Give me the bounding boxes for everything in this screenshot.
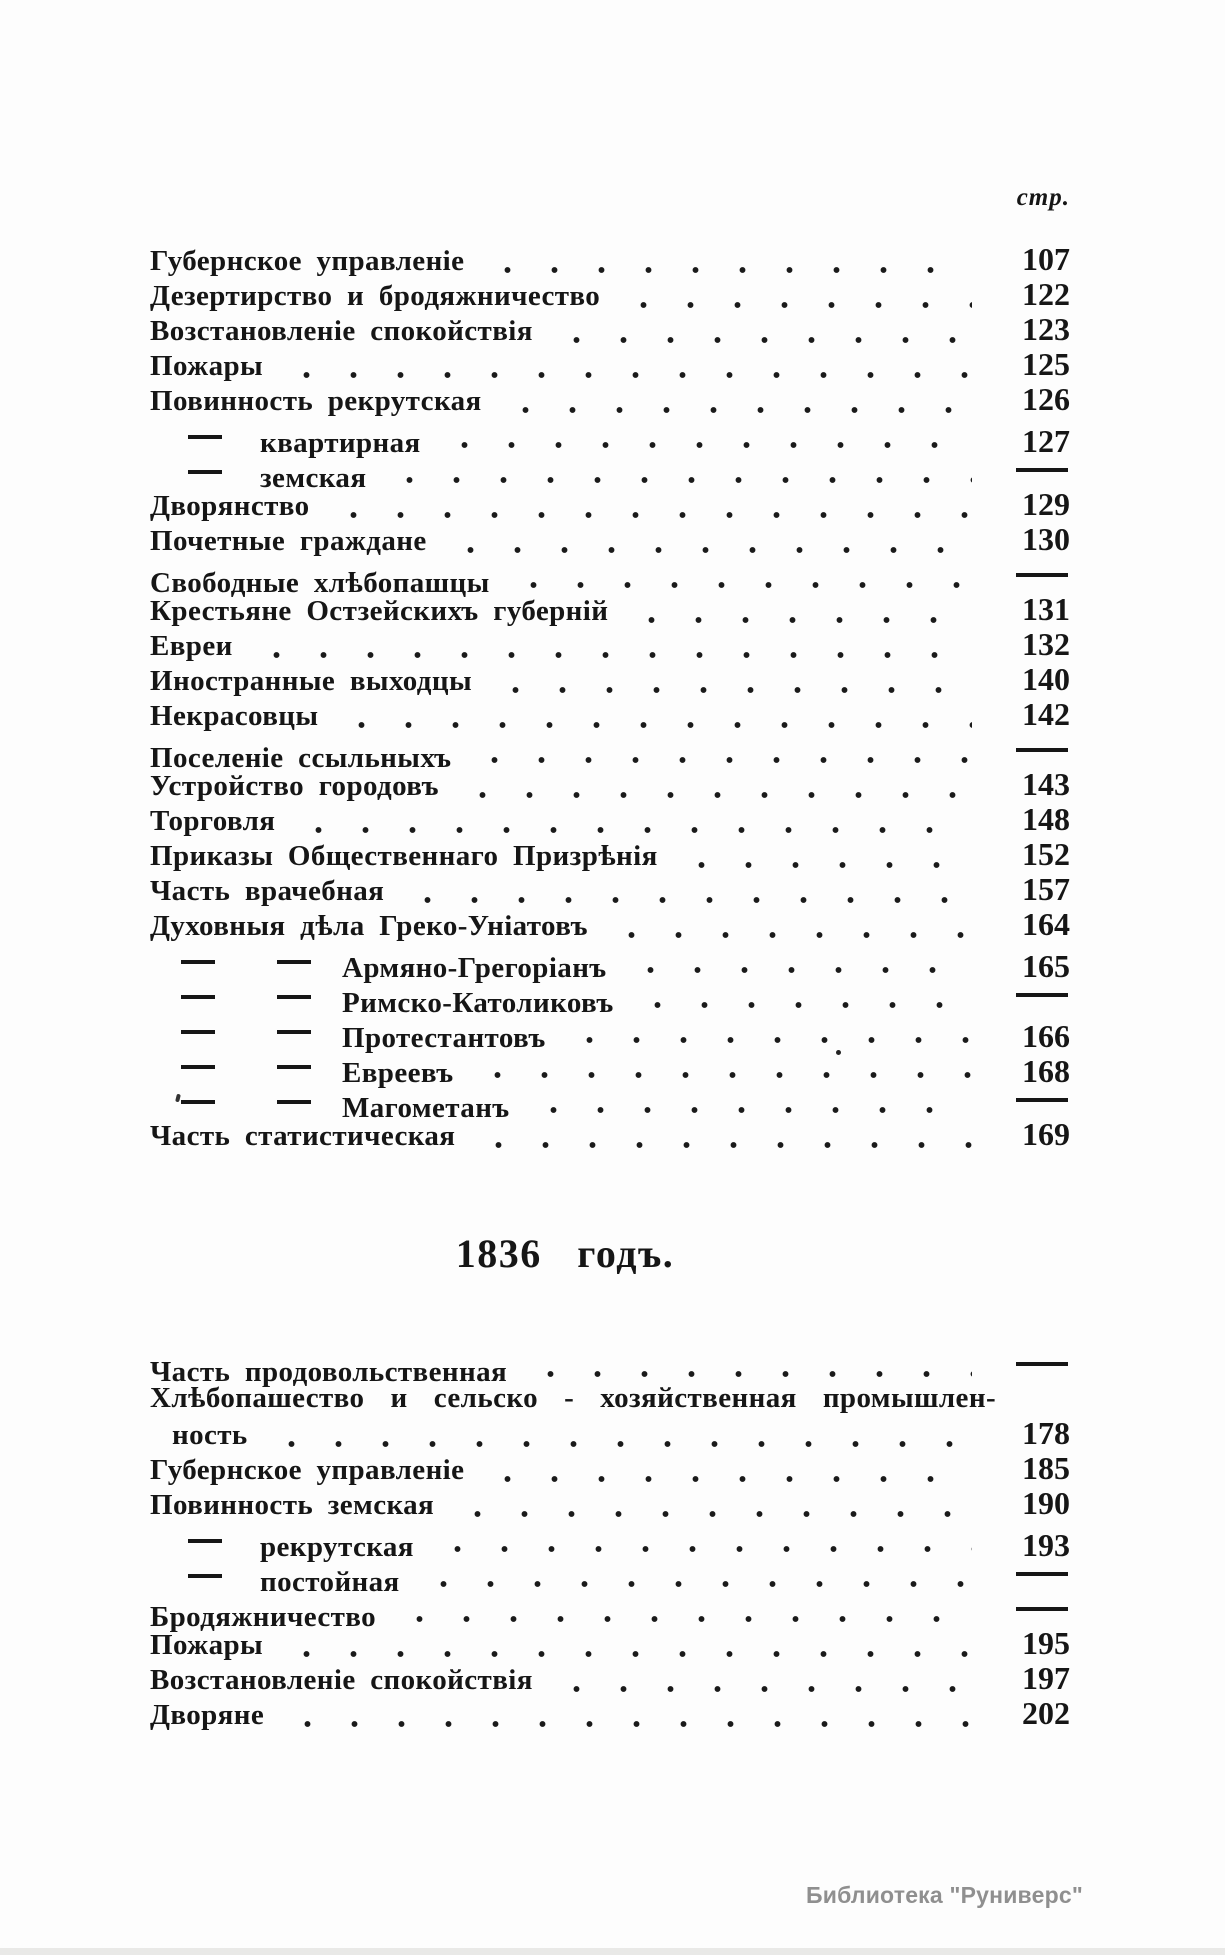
dot-leader	[441, 543, 972, 557]
dot-leader	[277, 368, 972, 382]
ditto-dash-icon	[150, 1012, 246, 1047]
page-number: 107	[1022, 241, 1070, 277]
page-number	[982, 452, 1070, 487]
page-number: 185	[1022, 1450, 1070, 1486]
page-number: 143	[1022, 766, 1070, 802]
toc-row	[150, 662, 1070, 697]
entry-label: Устройство городовъ	[150, 770, 439, 802]
toc-row	[150, 312, 1070, 347]
entry-label: Почетные граждане	[150, 525, 427, 557]
dot-leader	[332, 718, 972, 732]
page-number	[982, 732, 1070, 767]
page-number: 152	[1022, 836, 1070, 872]
entry-label: Некрасовцы	[150, 700, 319, 732]
entry-label: Протестантовъ	[342, 1022, 546, 1054]
entry-label: Поселеніе ссыльныхъ	[150, 742, 452, 774]
page-number: 140	[1022, 661, 1070, 697]
toc-row	[150, 627, 1070, 662]
toc-row	[150, 382, 1070, 417]
page-number: 190	[1022, 1485, 1070, 1521]
dot-leader	[414, 1577, 972, 1591]
ditto-dash-icon	[150, 452, 260, 487]
toc-row	[150, 1416, 1070, 1451]
dot-leader	[478, 1472, 972, 1486]
entry-label: Пожары	[150, 350, 264, 382]
year-heading-1836: 1836 годъ.	[455, 1231, 675, 1276]
entry-label: земская	[260, 462, 367, 494]
ditto-dash-icon	[150, 1047, 246, 1082]
entry-label: Приказы Общественнаго Призрѣнія	[150, 840, 658, 872]
entry-label: Повинность рекрутская	[150, 385, 482, 417]
entry-label: Римско-Католиковъ	[342, 987, 614, 1019]
page-number: 169	[1022, 1116, 1070, 1152]
page-number: 166	[1022, 1018, 1070, 1054]
page-number: 131	[1022, 591, 1070, 627]
entry-label: Часть врачебная	[150, 875, 385, 907]
ditto-dash-icon	[1016, 1607, 1068, 1611]
scan-speck	[836, 1050, 841, 1055]
dot-leader	[277, 1647, 972, 1661]
dash-line	[188, 470, 222, 474]
entry-label: Возстановленіе спокойствія	[150, 315, 533, 347]
dot-leader	[398, 893, 972, 907]
dash-line	[188, 1539, 222, 1543]
entry-label: Пожары	[150, 1629, 264, 1661]
page-number: 142	[1022, 696, 1070, 732]
entry-label: Часть статистическая	[150, 1120, 456, 1152]
page-column-header: стр.	[1016, 184, 1070, 211]
toc-row	[150, 1082, 1070, 1124]
toc-row	[150, 732, 1070, 774]
dot-leader	[435, 438, 972, 452]
dot-leader	[478, 263, 972, 277]
page-number: 168	[1022, 1053, 1070, 1089]
dot-leader	[247, 648, 972, 662]
entry-label: Иностранные выходцы	[150, 665, 473, 697]
ditto-dash-icon	[1016, 993, 1068, 997]
ditto-dash-icon	[1016, 1362, 1068, 1366]
dot-leader	[614, 298, 972, 312]
entry-label: Бродяжничество	[150, 1601, 377, 1633]
toc-row	[150, 872, 1070, 907]
entry-label: Дезертирство и бродяжничество	[150, 280, 601, 312]
dot-leader	[524, 1103, 972, 1117]
toc-row	[150, 417, 1070, 459]
toc-row	[150, 697, 1070, 732]
ditto-dash-icon	[1016, 1572, 1068, 1576]
toc-row	[150, 522, 1070, 557]
page-number: 132	[1022, 626, 1070, 662]
toc-row	[150, 907, 1070, 942]
dash-line	[181, 960, 215, 964]
dash-line	[188, 1574, 222, 1578]
toc-row	[150, 837, 1070, 872]
page-number: 122	[1022, 276, 1070, 312]
page-number: 127	[1022, 423, 1070, 459]
entry-label: постойная	[260, 1566, 400, 1598]
toc-section-1836	[150, 1346, 1070, 1731]
page-number	[982, 977, 1070, 1012]
dash-line	[188, 435, 222, 439]
page-number: 164	[1022, 906, 1070, 942]
toc-row	[150, 1696, 1070, 1731]
page-number: 123	[1022, 311, 1070, 347]
dot-leader	[262, 1437, 972, 1451]
ditto-dash-icon	[150, 1556, 260, 1591]
page-number: 125	[1022, 346, 1070, 382]
toc-row	[150, 487, 1070, 522]
dot-leader	[390, 1612, 972, 1626]
entry-label: Армяно-Грегоріанъ	[342, 952, 607, 984]
dot-leader	[504, 578, 972, 592]
dash-line	[277, 960, 311, 964]
toc-row	[150, 1047, 1070, 1089]
entry-label: Крестьяне Остзейскихъ губерній	[150, 595, 609, 627]
dot-leader	[486, 683, 972, 697]
page-number: 165	[1022, 948, 1070, 984]
entry-label: Часть продовольственная	[150, 1356, 508, 1388]
page-number: 148	[1022, 801, 1070, 837]
entry-label: Хлѣбопашество и сельско - хозяйственная промышлен-	[150, 1382, 996, 1414]
dot-leader	[469, 1138, 972, 1152]
toc-row	[150, 1521, 1070, 1563]
dash-line	[181, 1100, 215, 1104]
ditto-dash-icon	[150, 1082, 246, 1117]
page-edge-shadow	[0, 1948, 1225, 1955]
entry-label: Повинность земская	[150, 1489, 435, 1521]
toc-row	[150, 1381, 1070, 1416]
entry-label: квартирная	[260, 427, 421, 459]
dot-leader	[289, 823, 972, 837]
toc-row	[150, 767, 1070, 802]
toc-row	[150, 977, 1070, 1019]
dot-leader	[547, 1682, 972, 1696]
page-number	[982, 1082, 1070, 1117]
page-number: 157	[1022, 871, 1070, 907]
dot-leader	[672, 858, 972, 872]
dash-line	[181, 1030, 215, 1034]
library-watermark: Библиотека "Руниверс"	[806, 1882, 1083, 1908]
dot-leader	[380, 473, 972, 487]
page-number: 195	[1022, 1625, 1070, 1661]
toc-row	[150, 1661, 1070, 1696]
toc-row	[150, 942, 1070, 984]
page-number: 129	[1022, 486, 1070, 522]
entry-label: Духовныя дѣла Греко-Уніатовъ	[150, 910, 588, 942]
entry-label: Евреевъ	[342, 1057, 454, 1089]
dash-line	[277, 1100, 311, 1104]
page-number	[982, 1591, 1070, 1626]
toc-row	[150, 347, 1070, 382]
dot-leader	[278, 1717, 972, 1731]
ditto-dash-icon	[1016, 1098, 1068, 1102]
dot-leader	[602, 928, 972, 942]
dot-leader	[621, 963, 972, 977]
toc-row	[150, 802, 1070, 837]
dash-line	[277, 995, 311, 999]
entry-label: Магометанъ	[342, 1092, 510, 1124]
dot-leader	[496, 403, 972, 417]
toc-row	[150, 1117, 1070, 1152]
toc-row	[150, 557, 1070, 599]
toc-section-1835	[150, 242, 1070, 1152]
dash-line	[181, 995, 215, 999]
dot-leader	[324, 508, 972, 522]
dot-leader	[453, 788, 972, 802]
dot-leader	[622, 613, 972, 627]
entry-label: Дворяне	[150, 1699, 265, 1731]
page-number: 126	[1022, 381, 1070, 417]
dash-line	[277, 1065, 311, 1069]
toc-row	[150, 1346, 1070, 1388]
dot-leader	[428, 1542, 972, 1556]
entry-label: Губернское управленіе	[150, 1454, 465, 1486]
entry-label: Евреи	[150, 630, 233, 662]
entry-label: рекрутская	[260, 1531, 414, 1563]
toc-row	[150, 1486, 1070, 1521]
toc-row	[150, 242, 1070, 277]
ditto-dash-icon	[150, 1521, 260, 1556]
entry-label: Дворянство	[150, 490, 310, 522]
entry-label: Торговля	[150, 805, 276, 837]
page-number: 202	[1022, 1695, 1070, 1731]
ditto-dash-icon	[150, 977, 246, 1012]
toc-row	[150, 277, 1070, 312]
ditto-dash-icon	[246, 942, 342, 977]
page-number: 178	[1022, 1415, 1070, 1451]
dot-leader	[448, 1507, 972, 1521]
page-number	[982, 1556, 1070, 1591]
dot-leader	[521, 1367, 972, 1381]
dot-leader	[468, 1068, 972, 1082]
ditto-dash-icon	[246, 1012, 342, 1047]
ditto-dash-icon	[1016, 468, 1068, 472]
ditto-dash-icon	[1016, 573, 1068, 577]
ditto-dash-icon	[246, 1082, 342, 1117]
dot-leader	[547, 333, 972, 347]
toc-row	[150, 592, 1070, 627]
ditto-dash-icon	[246, 977, 342, 1012]
entry-label: Свободные хлѣбопашцы	[150, 567, 490, 599]
page-number: 193	[1022, 1527, 1070, 1563]
dot-leader	[560, 1033, 972, 1047]
toc-row	[150, 1451, 1070, 1486]
entry-label: Возстановленіе спокойствія	[150, 1664, 533, 1696]
dash-line	[181, 1065, 215, 1069]
ditto-dash-icon	[246, 1047, 342, 1082]
ditto-dash-icon	[1016, 748, 1068, 752]
ditto-dash-icon	[150, 942, 246, 977]
entry-label: Губернское управленіе	[150, 245, 465, 277]
dot-leader	[465, 753, 972, 767]
page-number	[982, 557, 1070, 592]
dash-line	[277, 1030, 311, 1034]
ditto-dash-icon	[150, 417, 260, 452]
page-number: 130	[1022, 521, 1070, 557]
page-number: 197	[1022, 1660, 1070, 1696]
page-number	[982, 1346, 1070, 1381]
entry-label: ность	[172, 1419, 248, 1451]
dot-leader	[628, 998, 972, 1012]
